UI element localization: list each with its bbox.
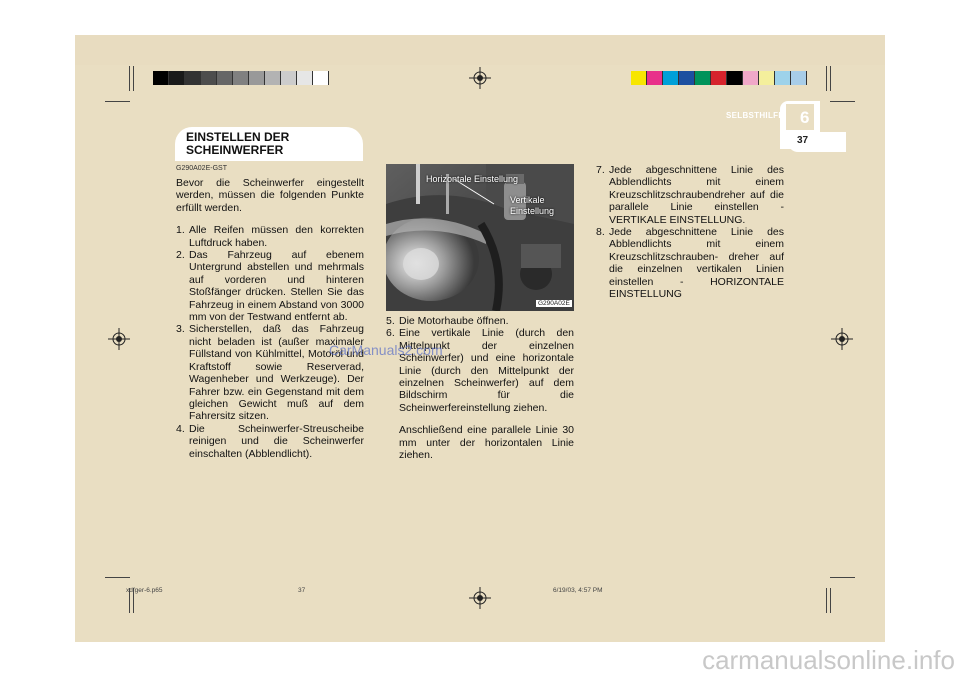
calibration-swatch	[313, 71, 329, 85]
page-number: 37	[797, 135, 809, 146]
section-title: EINSTELLEN DER SCHEINWERFER	[186, 130, 290, 157]
calibration-swatch	[217, 71, 233, 85]
list-item	[176, 423, 364, 460]
middle-steps-list	[386, 315, 574, 414]
step-text: Jede abgeschnittene Linie des Abblendlichts mit einem Kreuzschlitzschrauben- dreher auf die einzelnen vertikalen Linien einstellen - HORIZONTALE EINSTELLUNG	[609, 226, 784, 301]
list-item	[176, 323, 364, 422]
color-calibration-bar	[631, 71, 807, 85]
chapter-number: 6	[800, 108, 810, 127]
step-number: 6.	[386, 327, 395, 340]
crop-mark	[830, 577, 855, 578]
calibration-swatch	[743, 71, 759, 85]
calibration-swatch	[695, 71, 711, 85]
crop-mark	[133, 66, 134, 91]
step-number: 3.	[176, 323, 185, 336]
calibration-swatch	[249, 71, 265, 85]
top-band	[75, 35, 885, 65]
crop-mark	[830, 101, 855, 102]
calibration-swatch	[663, 71, 679, 85]
footer-file: xdfger-6.p65	[126, 587, 163, 594]
step-text: Alle Reifen müssen den korrekten Luftdruck haben.	[189, 224, 364, 249]
calibration-swatch	[169, 71, 185, 85]
registration-target-icon	[831, 328, 853, 350]
registration-target-icon	[469, 67, 491, 89]
crop-mark	[830, 66, 831, 91]
calibration-swatch	[791, 71, 807, 85]
calibration-swatch	[201, 71, 217, 85]
middle-column	[386, 315, 574, 471]
step-number: 4.	[176, 422, 185, 435]
intro-paragraph: Bevor die Scheinwerfer eingestellt werden, müssen die folgenden Punkte erfüllt werden.	[176, 177, 364, 214]
step-text: Jede abgeschnittene Linie des Abblendlichts mit einem Kreuzschlitzschraubendreher auf die parallele Linie einstellen - VERTIKALE EINSTELLUNG.	[609, 164, 784, 226]
footer-timestamp: 6/19/03, 4:57 PM	[553, 587, 603, 594]
step-number: 5.	[386, 315, 395, 327]
list-item	[176, 249, 364, 323]
step-text: Eine vertikale Linie (durch den Mittelpunkt der einzelnen Scheinwerfer) und eine horizontale Linie (durch den Mittelpunkt der einzelnen Scheinwerfer) auf dem Bildschirm für die Scheinwerfereinstellung ziehen.	[399, 327, 574, 414]
step-number: 8.	[596, 226, 605, 239]
calibration-swatch	[185, 71, 201, 85]
registration-target-icon	[108, 328, 130, 350]
calibration-swatch	[233, 71, 249, 85]
step-number: 7.	[596, 164, 605, 176]
calibration-swatch	[265, 71, 281, 85]
list-item	[386, 327, 574, 414]
figure-caption: G290A02E	[538, 300, 570, 307]
crop-mark	[129, 66, 130, 91]
watermark: CarManuals2.com	[329, 342, 443, 358]
step-number: 2.	[176, 249, 185, 262]
calibration-swatch	[727, 71, 743, 85]
section-code: G290A02E-GST	[176, 165, 227, 172]
right-steps-list	[596, 164, 784, 300]
list-item	[596, 164, 784, 226]
step-text: Die Motorhaube öffnen.	[399, 315, 509, 327]
horizontal-adjust-label: Horizontale Einstellung	[426, 174, 519, 184]
engine-bay-illustration	[386, 164, 574, 311]
step-text: Das Fahrzeug auf ebenem Untergrund abstellen und mehrmals auf vorderen und hinteren Stoßfänger drücken. Stellen Sie das Fahrzeug in einem Abstand von 3000 mm von der Testwand entfernt ab.	[189, 249, 364, 324]
list-item	[596, 226, 784, 300]
crop-mark	[830, 588, 831, 613]
headlamp-photo	[386, 164, 574, 311]
step-text: Die Scheinwerfer-Streuscheibe reinigen und die Scheinwerfer einschalten (Abblendlicht).	[189, 422, 364, 460]
calibration-swatch	[759, 71, 775, 85]
calibration-swatch	[153, 71, 169, 85]
note-paragraph: Anschließend eine parallele Linie 30 mm unter der horizontalen Linie ziehen.	[399, 424, 574, 462]
list-item	[176, 224, 364, 249]
right-column	[596, 164, 784, 300]
calibration-swatch	[647, 71, 663, 85]
calibration-swatch	[679, 71, 695, 85]
list-item	[386, 315, 574, 327]
step-number: 1.	[176, 224, 185, 237]
calibration-swatch	[297, 71, 313, 85]
crop-mark	[826, 66, 827, 91]
crop-mark	[105, 101, 130, 102]
calibration-swatch	[711, 71, 727, 85]
crop-mark	[105, 577, 130, 578]
vertical-adjust-label: Vertikale Einstellung	[510, 195, 555, 216]
calibration-swatch	[281, 71, 297, 85]
site-footer-link[interactable]: carmanualsonline.info	[702, 645, 955, 675]
section-label: SELBSTHILFE	[726, 111, 784, 120]
step-text: Sicherstellen, daß das Fahrzeug nicht beladen ist (außer maximaler Füllstand von Kühlmittel, Motoröl und Kraftstoff sowie Reserverad, Wagenheber und Werkzeuge). Der Fahrer bzw. ein Gegenstand mit dem gleichen Gewicht muß auf dem Fahrersitz sitzen.	[189, 323, 364, 423]
calibration-swatch	[775, 71, 791, 85]
footer-page: 37	[298, 587, 306, 594]
grayscale-calibration-bar	[153, 71, 329, 85]
calibration-swatch	[631, 71, 647, 85]
registration-target-icon	[469, 587, 491, 609]
crop-mark	[826, 588, 827, 613]
left-column	[176, 177, 364, 460]
